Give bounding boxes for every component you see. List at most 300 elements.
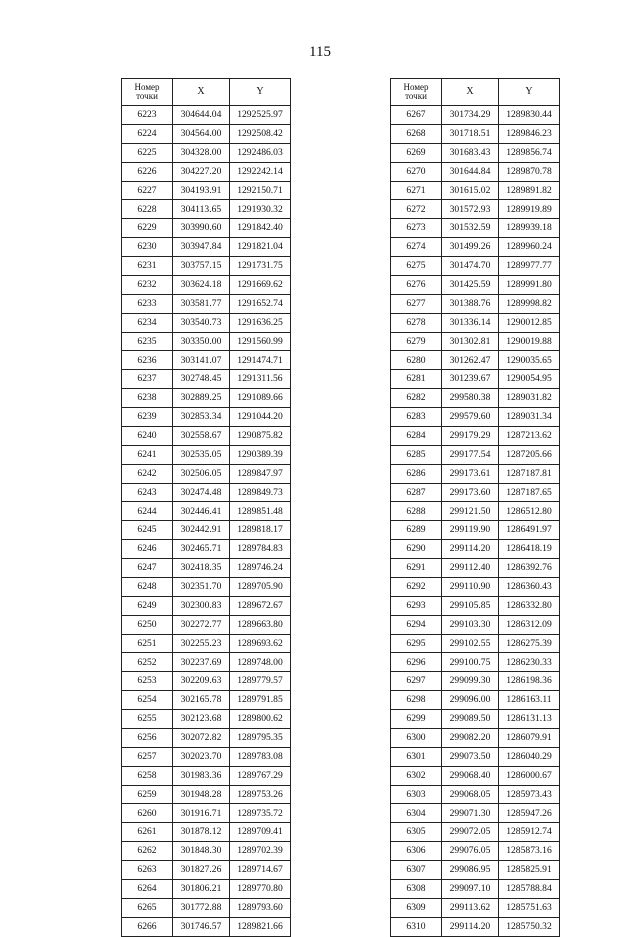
y-coordinate-cell: 1286275.39	[499, 634, 560, 653]
point-number-cell: 6244	[122, 502, 173, 521]
y-coordinate-cell: 1292508.42	[230, 124, 291, 143]
point-number-cell: 6283	[391, 408, 442, 427]
table-row	[122, 917, 291, 936]
point-number-cell: 6254	[122, 691, 173, 710]
point-number-cell: 6287	[391, 483, 442, 502]
table-row	[391, 577, 560, 596]
table-row	[122, 842, 291, 861]
y-coordinate-cell: 1286512.80	[499, 502, 560, 521]
header-point-number	[391, 79, 442, 106]
y-coordinate-cell: 1290019.88	[499, 332, 560, 351]
y-coordinate-cell: 1286418.19	[499, 540, 560, 559]
point-number-cell: 6267	[391, 106, 442, 125]
table-row	[122, 408, 291, 427]
x-coordinate-cell: 299579.60	[442, 408, 499, 427]
x-coordinate-cell: 301806.21	[173, 879, 230, 898]
y-coordinate-cell: 1290875.82	[230, 426, 291, 445]
y-coordinate-cell: 1289702.39	[230, 842, 291, 861]
table-header-row	[122, 79, 291, 106]
x-coordinate-cell: 299173.61	[442, 464, 499, 483]
table-row	[122, 540, 291, 559]
point-number-cell: 6242	[122, 464, 173, 483]
x-coordinate-cell: 301615.02	[442, 181, 499, 200]
y-coordinate-cell: 1289753.26	[230, 785, 291, 804]
y-coordinate-cell: 1289830.44	[499, 106, 560, 125]
point-number-cell: 6224	[122, 124, 173, 143]
y-coordinate-cell: 1289767.29	[230, 766, 291, 785]
x-coordinate-cell: 301474.70	[442, 257, 499, 276]
point-number-cell: 6240	[122, 426, 173, 445]
table-row	[122, 898, 291, 917]
table-row	[122, 219, 291, 238]
header-point-number-line2: точки	[405, 91, 427, 101]
point-number-cell: 6296	[391, 653, 442, 672]
table-row	[122, 577, 291, 596]
point-number-cell: 6246	[122, 540, 173, 559]
point-number-cell: 6301	[391, 747, 442, 766]
y-coordinate-cell: 1291636.25	[230, 313, 291, 332]
y-coordinate-cell: 1286079.91	[499, 728, 560, 747]
point-number-cell: 6309	[391, 898, 442, 917]
point-number-cell: 6274	[391, 238, 442, 257]
y-coordinate-cell: 1286230.33	[499, 653, 560, 672]
x-coordinate-cell: 301499.26	[442, 238, 499, 257]
header-x: X	[173, 79, 230, 106]
table-row	[122, 275, 291, 294]
table-row	[122, 294, 291, 313]
point-number-cell: 6225	[122, 143, 173, 162]
point-number-cell: 6257	[122, 747, 173, 766]
x-coordinate-cell: 301718.51	[442, 124, 499, 143]
point-number-cell: 6230	[122, 238, 173, 257]
y-coordinate-cell: 1286360.43	[499, 577, 560, 596]
point-number-cell: 6290	[391, 540, 442, 559]
x-coordinate-cell: 299112.40	[442, 559, 499, 578]
point-number-cell: 6276	[391, 275, 442, 294]
point-number-cell: 6278	[391, 313, 442, 332]
point-number-cell: 6299	[391, 710, 442, 729]
header-point-number-line1: Номер	[134, 81, 160, 92]
x-coordinate-cell: 301239.67	[442, 370, 499, 389]
y-coordinate-cell: 1291474.71	[230, 351, 291, 370]
point-number-cell: 6241	[122, 445, 173, 464]
point-number-cell: 6271	[391, 181, 442, 200]
point-number-cell: 6266	[122, 917, 173, 936]
y-coordinate-cell: 1291731.75	[230, 257, 291, 276]
x-coordinate-cell: 299114.20	[442, 917, 499, 936]
point-number-cell: 6234	[122, 313, 173, 332]
table-row	[122, 596, 291, 615]
x-coordinate-cell: 301262.47	[442, 351, 499, 370]
table-row	[391, 106, 560, 125]
y-coordinate-cell: 1289977.77	[499, 257, 560, 276]
point-number-cell: 6243	[122, 483, 173, 502]
x-coordinate-cell: 299173.60	[442, 483, 499, 502]
y-coordinate-cell: 1289031.82	[499, 389, 560, 408]
x-coordinate-cell: 302123.68	[173, 710, 230, 729]
y-coordinate-cell: 1292525.97	[230, 106, 291, 125]
x-coordinate-cell: 302474.48	[173, 483, 230, 502]
table-row	[391, 766, 560, 785]
table-row	[391, 219, 560, 238]
y-coordinate-cell: 1289714.67	[230, 861, 291, 880]
y-coordinate-cell: 1291669.62	[230, 275, 291, 294]
x-coordinate-cell: 301336.14	[442, 313, 499, 332]
table-row	[391, 162, 560, 181]
table-row	[122, 672, 291, 691]
y-coordinate-cell: 1289821.66	[230, 917, 291, 936]
y-coordinate-cell: 1290389.39	[230, 445, 291, 464]
x-coordinate-cell: 302558.67	[173, 426, 230, 445]
point-number-cell: 6231	[122, 257, 173, 276]
point-number-cell: 6259	[122, 785, 173, 804]
y-coordinate-cell: 1285751.63	[499, 898, 560, 917]
table-row	[122, 200, 291, 219]
table-row	[391, 143, 560, 162]
x-coordinate-cell: 302853.34	[173, 408, 230, 427]
y-coordinate-cell: 1292150.71	[230, 181, 291, 200]
y-coordinate-cell: 1289663.80	[230, 615, 291, 634]
table-row	[391, 464, 560, 483]
x-coordinate-cell: 303624.18	[173, 275, 230, 294]
x-coordinate-cell: 301302.81	[442, 332, 499, 351]
point-number-cell: 6232	[122, 275, 173, 294]
x-coordinate-cell: 299073.50	[442, 747, 499, 766]
x-coordinate-cell: 303540.73	[173, 313, 230, 332]
table-row	[122, 370, 291, 389]
point-number-cell: 6252	[122, 653, 173, 672]
x-coordinate-cell: 301683.43	[442, 143, 499, 162]
table-row	[391, 521, 560, 540]
point-number-cell: 6298	[391, 691, 442, 710]
table-row	[391, 445, 560, 464]
x-coordinate-cell: 303757.15	[173, 257, 230, 276]
table-row	[391, 728, 560, 747]
point-number-cell: 6265	[122, 898, 173, 917]
y-coordinate-cell: 1291044.20	[230, 408, 291, 427]
table-row	[122, 483, 291, 502]
point-number-cell: 6250	[122, 615, 173, 634]
x-coordinate-cell: 302209.63	[173, 672, 230, 691]
y-coordinate-cell: 1286163.11	[499, 691, 560, 710]
table-row	[122, 257, 291, 276]
point-number-cell: 6264	[122, 879, 173, 898]
table-row	[122, 502, 291, 521]
table-row	[122, 861, 291, 880]
table-row	[391, 917, 560, 936]
x-coordinate-cell: 302748.45	[173, 370, 230, 389]
point-number-cell: 6285	[391, 445, 442, 464]
table-row	[391, 691, 560, 710]
table-row	[122, 710, 291, 729]
table-row	[122, 143, 291, 162]
table-row	[122, 804, 291, 823]
y-coordinate-cell: 1286131.13	[499, 710, 560, 729]
y-coordinate-cell: 1289748.00	[230, 653, 291, 672]
point-number-cell: 6269	[391, 143, 442, 162]
table-row	[391, 596, 560, 615]
point-number-cell: 6304	[391, 804, 442, 823]
x-coordinate-cell: 304644.04	[173, 106, 230, 125]
y-coordinate-cell: 1292242.14	[230, 162, 291, 181]
table-row	[391, 634, 560, 653]
y-coordinate-cell: 1289939.18	[499, 219, 560, 238]
y-coordinate-cell: 1290012.85	[499, 313, 560, 332]
table-row	[391, 615, 560, 634]
y-coordinate-cell: 1286000.67	[499, 766, 560, 785]
point-number-cell: 6226	[122, 162, 173, 181]
point-number-cell: 6286	[391, 464, 442, 483]
coordinates-table-left	[121, 78, 291, 937]
point-number-cell: 6260	[122, 804, 173, 823]
x-coordinate-cell: 301572.93	[442, 200, 499, 219]
point-number-cell: 6292	[391, 577, 442, 596]
y-coordinate-cell: 1289735.72	[230, 804, 291, 823]
x-coordinate-cell: 302535.05	[173, 445, 230, 464]
table-row	[391, 426, 560, 445]
table-row	[391, 898, 560, 917]
point-number-cell: 6223	[122, 106, 173, 125]
table-row	[122, 521, 291, 540]
y-coordinate-cell: 1292486.03	[230, 143, 291, 162]
y-coordinate-cell: 1290035.65	[499, 351, 560, 370]
table-row	[391, 842, 560, 861]
table-row	[391, 370, 560, 389]
y-coordinate-cell: 1287187.81	[499, 464, 560, 483]
y-coordinate-cell: 1289846.23	[499, 124, 560, 143]
x-coordinate-cell: 304328.00	[173, 143, 230, 162]
x-coordinate-cell: 301425.59	[442, 275, 499, 294]
point-number-cell: 6275	[391, 257, 442, 276]
x-coordinate-cell: 302300.83	[173, 596, 230, 615]
point-number-cell: 6273	[391, 219, 442, 238]
y-coordinate-cell: 1289891.82	[499, 181, 560, 200]
x-coordinate-cell: 301827.26	[173, 861, 230, 880]
table-row	[391, 710, 560, 729]
y-coordinate-cell: 1291311.56	[230, 370, 291, 389]
x-coordinate-cell: 302465.71	[173, 540, 230, 559]
x-coordinate-cell: 301734.29	[442, 106, 499, 125]
y-coordinate-cell: 1285825.91	[499, 861, 560, 880]
point-number-cell: 6288	[391, 502, 442, 521]
x-coordinate-cell: 302165.78	[173, 691, 230, 710]
x-coordinate-cell: 301848.30	[173, 842, 230, 861]
table-row	[122, 426, 291, 445]
y-coordinate-cell: 1285750.32	[499, 917, 560, 936]
x-coordinate-cell: 301948.28	[173, 785, 230, 804]
y-coordinate-cell: 1289919.89	[499, 200, 560, 219]
point-number-cell: 6237	[122, 370, 173, 389]
point-number-cell: 6300	[391, 728, 442, 747]
x-coordinate-cell: 299100.75	[442, 653, 499, 672]
table-row	[391, 200, 560, 219]
y-coordinate-cell: 1289784.83	[230, 540, 291, 559]
table-row	[122, 181, 291, 200]
point-number-cell: 6297	[391, 672, 442, 691]
point-number-cell: 6255	[122, 710, 173, 729]
x-coordinate-cell: 302889.25	[173, 389, 230, 408]
table-row	[122, 691, 291, 710]
table-row	[391, 351, 560, 370]
y-coordinate-cell: 1287213.62	[499, 426, 560, 445]
table-row	[391, 294, 560, 313]
y-coordinate-cell: 1289960.24	[499, 238, 560, 257]
y-coordinate-cell: 1289709.41	[230, 823, 291, 842]
x-coordinate-cell: 302442.91	[173, 521, 230, 540]
table-header-row	[391, 79, 560, 106]
x-coordinate-cell: 299072.05	[442, 823, 499, 842]
point-number-cell: 6281	[391, 370, 442, 389]
point-number-cell: 6291	[391, 559, 442, 578]
point-number-cell: 6261	[122, 823, 173, 842]
x-coordinate-cell: 299082.20	[442, 728, 499, 747]
point-number-cell: 6238	[122, 389, 173, 408]
x-coordinate-cell: 299114.20	[442, 540, 499, 559]
table-row	[391, 124, 560, 143]
x-coordinate-cell: 299099.30	[442, 672, 499, 691]
y-coordinate-cell: 1289791.85	[230, 691, 291, 710]
y-coordinate-cell: 1286198.36	[499, 672, 560, 691]
x-coordinate-cell: 302351.70	[173, 577, 230, 596]
point-number-cell: 6293	[391, 596, 442, 615]
table-row	[391, 804, 560, 823]
x-coordinate-cell: 301532.59	[442, 219, 499, 238]
y-coordinate-cell: 1289851.48	[230, 502, 291, 521]
table-row	[122, 351, 291, 370]
x-coordinate-cell: 299119.90	[442, 521, 499, 540]
point-number-cell: 6233	[122, 294, 173, 313]
point-number-cell: 6248	[122, 577, 173, 596]
x-coordinate-cell: 299089.50	[442, 710, 499, 729]
y-coordinate-cell: 1290054.95	[499, 370, 560, 389]
y-coordinate-cell: 1291089.66	[230, 389, 291, 408]
x-coordinate-cell: 302418.35	[173, 559, 230, 578]
table-row	[122, 464, 291, 483]
x-coordinate-cell: 302446.41	[173, 502, 230, 521]
table-row	[122, 162, 291, 181]
table-row	[122, 728, 291, 747]
x-coordinate-cell: 303990.60	[173, 219, 230, 238]
point-number-cell: 6282	[391, 389, 442, 408]
header-x: X	[442, 79, 499, 106]
table-row	[122, 766, 291, 785]
point-number-cell: 6268	[391, 124, 442, 143]
point-number-cell: 6272	[391, 200, 442, 219]
y-coordinate-cell: 1285912.74	[499, 823, 560, 842]
x-coordinate-cell: 304227.20	[173, 162, 230, 181]
x-coordinate-cell: 299121.50	[442, 502, 499, 521]
y-coordinate-cell: 1289991.80	[499, 275, 560, 294]
header-point-number	[122, 79, 173, 106]
point-number-cell: 6280	[391, 351, 442, 370]
x-coordinate-cell: 299177.54	[442, 445, 499, 464]
x-coordinate-cell: 299103.30	[442, 615, 499, 634]
x-coordinate-cell: 301388.76	[442, 294, 499, 313]
y-coordinate-cell: 1287205.66	[499, 445, 560, 464]
table-row	[122, 747, 291, 766]
y-coordinate-cell: 1289783.08	[230, 747, 291, 766]
x-coordinate-cell: 301878.12	[173, 823, 230, 842]
table-row	[391, 408, 560, 427]
x-coordinate-cell: 302023.70	[173, 747, 230, 766]
table-row	[391, 275, 560, 294]
x-coordinate-cell: 304193.91	[173, 181, 230, 200]
table-row	[122, 785, 291, 804]
x-coordinate-cell: 299580.38	[442, 389, 499, 408]
x-coordinate-cell: 301746.57	[173, 917, 230, 936]
table-row	[122, 124, 291, 143]
point-number-cell: 6236	[122, 351, 173, 370]
y-coordinate-cell: 1291821.04	[230, 238, 291, 257]
x-coordinate-cell: 299110.90	[442, 577, 499, 596]
y-coordinate-cell: 1286491.97	[499, 521, 560, 540]
y-coordinate-cell: 1289705.90	[230, 577, 291, 596]
y-coordinate-cell: 1289849.73	[230, 483, 291, 502]
table-row	[391, 785, 560, 804]
point-number-cell: 6308	[391, 879, 442, 898]
x-coordinate-cell: 302237.69	[173, 653, 230, 672]
table-row	[391, 502, 560, 521]
y-coordinate-cell: 1289793.60	[230, 898, 291, 917]
x-coordinate-cell: 299097.10	[442, 879, 499, 898]
x-coordinate-cell: 302272.77	[173, 615, 230, 634]
x-coordinate-cell: 299179.29	[442, 426, 499, 445]
x-coordinate-cell: 299068.40	[442, 766, 499, 785]
point-number-cell: 6239	[122, 408, 173, 427]
y-coordinate-cell: 1291652.74	[230, 294, 291, 313]
point-number-cell: 6307	[391, 861, 442, 880]
point-number-cell: 6263	[122, 861, 173, 880]
x-coordinate-cell: 303947.84	[173, 238, 230, 257]
y-coordinate-cell: 1289693.62	[230, 634, 291, 653]
x-coordinate-cell: 299113.62	[442, 898, 499, 917]
x-coordinate-cell: 299086.95	[442, 861, 499, 880]
y-coordinate-cell: 1289847.97	[230, 464, 291, 483]
table-row	[122, 313, 291, 332]
point-number-cell: 6228	[122, 200, 173, 219]
point-number-cell: 6295	[391, 634, 442, 653]
point-number-cell: 6262	[122, 842, 173, 861]
y-coordinate-cell: 1286392.76	[499, 559, 560, 578]
y-coordinate-cell: 1289870.78	[499, 162, 560, 181]
x-coordinate-cell: 301644.84	[442, 162, 499, 181]
y-coordinate-cell: 1286040.29	[499, 747, 560, 766]
x-coordinate-cell: 302506.05	[173, 464, 230, 483]
x-coordinate-cell: 301916.71	[173, 804, 230, 823]
point-number-cell: 6279	[391, 332, 442, 351]
point-number-cell: 6289	[391, 521, 442, 540]
point-number-cell: 6251	[122, 634, 173, 653]
y-coordinate-cell: 1289818.17	[230, 521, 291, 540]
y-coordinate-cell: 1289779.57	[230, 672, 291, 691]
table-row	[391, 540, 560, 559]
y-coordinate-cell: 1291930.32	[230, 200, 291, 219]
table-row	[391, 238, 560, 257]
y-coordinate-cell: 1285973.43	[499, 785, 560, 804]
y-coordinate-cell: 1289998.82	[499, 294, 560, 313]
y-coordinate-cell: 1289856.74	[499, 143, 560, 162]
y-coordinate-cell: 1291842.40	[230, 219, 291, 238]
y-coordinate-cell: 1287187.65	[499, 483, 560, 502]
point-number-cell: 6247	[122, 559, 173, 578]
point-number-cell: 6305	[391, 823, 442, 842]
table-row	[391, 823, 560, 842]
table-row	[122, 879, 291, 898]
point-number-cell: 6270	[391, 162, 442, 181]
table-row	[122, 823, 291, 842]
y-coordinate-cell: 1286332.80	[499, 596, 560, 615]
table-row	[391, 313, 560, 332]
